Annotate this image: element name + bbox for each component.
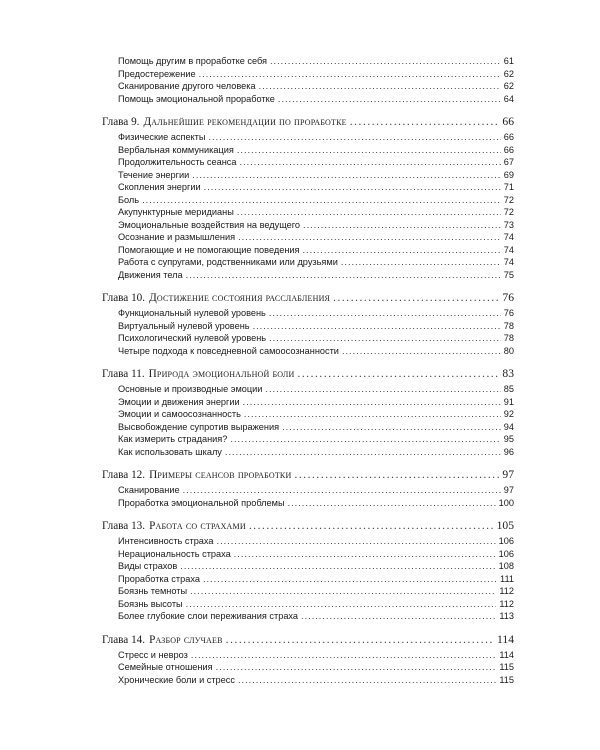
toc-entry-page: 71: [503, 182, 514, 192]
toc-entry: [102, 231, 514, 244]
toc-entry: [102, 131, 514, 144]
toc-entry-page: 115: [499, 674, 514, 685]
toc-entry: [102, 674, 514, 687]
chapter-label: Глава 9.: [102, 116, 140, 128]
toc-entry-page: 72: [503, 194, 514, 205]
toc-entry-page: 72: [503, 207, 514, 217]
toc-entry: [102, 332, 514, 345]
toc-entry: [102, 80, 514, 93]
chapter-page: 66: [502, 115, 514, 128]
dot-leader: [209, 131, 501, 144]
dot-leader: [190, 585, 496, 598]
toc-chapter-12: [102, 467, 514, 509]
toc-entry-title: Функциональный нулевой уровень: [118, 308, 266, 318]
dot-leader: [240, 156, 501, 169]
toc-entry: [102, 93, 514, 106]
toc-entry: [102, 598, 514, 611]
dot-leader: [186, 269, 501, 282]
chapter-page: 105: [496, 519, 514, 532]
dot-leader: [259, 80, 501, 93]
toc-entry-title: Семейные отношения: [118, 662, 213, 672]
dot-leader: [288, 497, 496, 510]
dot-leader: [270, 55, 501, 68]
chapter-page: 83: [502, 367, 514, 380]
toc-entry: [102, 661, 514, 674]
dot-leader: [253, 320, 501, 333]
toc-entry-title: Четыре подхода к повседневной самоосознанности: [118, 345, 339, 356]
toc-entry-page: 94: [503, 421, 514, 432]
toc-entry-page: 66: [503, 144, 514, 155]
toc-intro-section: [102, 55, 514, 105]
toc-entry-page: 100: [498, 497, 514, 508]
dot-leader: [204, 181, 501, 194]
dot-leader: [199, 68, 501, 81]
toc-entry: [102, 219, 514, 232]
toc-entry-title: Как использовать шкалу: [118, 446, 222, 457]
toc-entry-title: Более глубокие слои переживания страха: [118, 611, 299, 621]
chapter-page: 114: [497, 632, 514, 646]
toc-chapter-heading: [102, 467, 514, 482]
toc-chapter-heading: [102, 114, 514, 129]
dot-leader: [341, 256, 501, 269]
toc-entry-page: 69: [503, 169, 514, 180]
toc-entry-page: 106: [498, 536, 514, 546]
toc-entry-page: 62: [503, 68, 514, 79]
toc-entry-page: 74: [503, 257, 514, 267]
toc-entry-page: 61: [503, 56, 514, 66]
toc-chapter-10: [102, 290, 514, 357]
toc-entry-page: 73: [503, 219, 514, 230]
toc-chapter-14: [102, 632, 514, 687]
toc-entry-page: 66: [503, 132, 514, 142]
dot-leader: [226, 633, 494, 648]
toc-entry: [102, 307, 514, 320]
toc-entry-page: 74: [503, 244, 514, 255]
toc-entry: [102, 244, 514, 257]
toc-entry-title: Основные и производные эмоции: [118, 384, 263, 394]
chapter-label: Глава 12.: [102, 469, 146, 481]
dot-leader: [297, 367, 499, 382]
toc-entry-title: Вербальная коммуникация: [118, 144, 234, 155]
toc-entry-title: Сканирование: [118, 485, 180, 495]
toc-entry: [102, 320, 514, 333]
toc-entry-title: Нерациональность страха: [118, 548, 231, 559]
toc-entry-title: Интенсивность страха: [118, 536, 214, 546]
toc-entry: [102, 649, 514, 662]
dot-leader: [265, 383, 500, 396]
toc-entry-title: Эмоции и самоосознанность: [118, 409, 241, 419]
toc-entry: [102, 484, 514, 497]
toc-entry: [102, 345, 514, 358]
toc-entry-title: Сканирование другого человека: [118, 81, 256, 91]
dot-leader: [186, 598, 497, 611]
dot-leader: [237, 206, 501, 219]
toc-entry: [102, 573, 514, 586]
toc-entry-title: Боязнь высоты: [118, 598, 183, 609]
toc-entry-page: 106: [498, 548, 514, 559]
toc-entry-page: 62: [503, 81, 514, 91]
toc-entry: [102, 408, 514, 421]
dot-leader: [244, 408, 501, 421]
toc-chapter-heading: [102, 632, 514, 647]
chapter-title: Разбор случаев: [149, 633, 223, 646]
toc-entry: [102, 194, 514, 207]
toc-entry-title: Работа с супругами, родственниками или друзьями: [118, 257, 338, 267]
dot-leader: [225, 446, 501, 459]
toc-entry-title: Хронические боли и стресс: [118, 674, 235, 685]
dot-leader: [142, 194, 501, 207]
chapter-title: Работа со страхами: [149, 520, 246, 532]
toc-entry-page: 64: [503, 93, 514, 104]
toc-chapter-heading: [102, 290, 514, 305]
dot-leader: [230, 433, 500, 446]
toc-entry-page: 96: [503, 446, 514, 457]
toc-entry: [102, 535, 514, 548]
dot-leader: [303, 244, 501, 257]
dot-leader: [294, 468, 499, 483]
toc-entry-page: 80: [503, 345, 514, 356]
dot-leader: [238, 674, 496, 687]
toc-entry: [102, 156, 514, 169]
toc-entry-title: Предостережение: [118, 68, 196, 79]
toc-entry: [102, 396, 514, 409]
toc-entry-title: Скопления энергии: [118, 182, 201, 192]
chapter-page: 76: [502, 291, 514, 304]
dot-leader: [183, 484, 501, 497]
dot-leader: [234, 548, 496, 561]
toc-entry: [102, 446, 514, 459]
toc-entry-page: 114: [499, 649, 514, 660]
toc-entry: [102, 421, 514, 434]
toc-entry-title: Виртуальный нулевой уровень: [118, 320, 250, 331]
dot-leader: [342, 345, 501, 358]
chapter-page: 97: [502, 468, 514, 481]
toc-entry: [102, 548, 514, 561]
dot-leader: [192, 169, 501, 182]
toc-entry-title: Движения тела: [118, 269, 183, 280]
toc-entry-title: Эмоциональные воздействия на ведущего: [118, 219, 301, 230]
toc-entry-title: Помощь эмоциональной проработке: [118, 93, 275, 104]
toc-entry: [102, 497, 514, 510]
toc-entry-title: Помощь другим в проработке себя: [118, 56, 267, 66]
dot-leader: [191, 649, 496, 662]
chapter-label: Глава 13.: [102, 520, 146, 532]
toc-entry-page: 111: [500, 573, 514, 584]
dot-leader: [243, 396, 501, 409]
toc-chapter-13: [102, 518, 514, 623]
toc-entry: [102, 269, 514, 282]
dot-leader: [217, 535, 496, 548]
chapter-title: Достижение состояния расслабления: [149, 292, 331, 304]
toc-entry-title: Продолжительность сеанса: [118, 157, 237, 167]
chapter-title: Природа эмоциональной боли: [148, 368, 295, 380]
dot-leader: [282, 421, 501, 434]
toc-entry: [102, 206, 514, 219]
toc-entry-page: 112: [499, 598, 514, 609]
toc-entry-page: 97: [503, 485, 514, 495]
toc-entry-title: Боязнь темноты: [118, 586, 188, 596]
toc-entry-title: Течение энергии: [118, 169, 190, 180]
dot-leader: [180, 560, 495, 573]
toc-entry-page: 113: [499, 611, 514, 621]
toc-entry-page: 78: [503, 320, 514, 331]
toc-entry-page: 108: [498, 561, 514, 571]
toc-entry: [102, 383, 514, 396]
toc-entry-title: Помогающие и не помогающие поведения: [118, 244, 300, 255]
toc-chapter-heading: [102, 518, 514, 533]
toc-chapter-heading: [102, 366, 514, 381]
toc-entry: [102, 181, 514, 194]
dot-leader: [203, 573, 497, 586]
toc-entry-page: 115: [499, 662, 514, 672]
dot-leader: [333, 291, 499, 306]
toc-entry-title: Физические аспекты: [118, 132, 206, 142]
toc-entry-title: Эмоции и движения энергии: [118, 396, 240, 407]
toc-entry-title: Акупунктурные меридианы: [118, 207, 234, 217]
toc-entry-page: 85: [503, 384, 514, 394]
toc-entry: [102, 585, 514, 598]
toc-entry: [102, 433, 514, 446]
toc-entry-title: Стресс и невроз: [118, 649, 188, 660]
dot-leader: [350, 115, 500, 130]
toc-entry: [102, 169, 514, 182]
dot-leader: [301, 610, 496, 623]
chapter-title: Примеры сеансов проработки: [149, 469, 292, 481]
toc-entry-page: 92: [503, 409, 514, 419]
dot-leader: [269, 332, 501, 345]
toc-chapter-9: [102, 114, 514, 281]
toc-entry-title: Проработка эмоциональной проблемы: [118, 497, 285, 508]
toc-entry-page: 75: [503, 269, 514, 280]
chapter-label: Глава 11.: [102, 368, 145, 380]
toc-entry: [102, 144, 514, 157]
toc-entry: [102, 256, 514, 269]
toc-entry-title: Высвобождение супротив выражения: [118, 421, 280, 432]
dot-leader: [303, 219, 501, 232]
toc-entry: [102, 68, 514, 81]
toc-entry-title: Проработка страха: [118, 573, 200, 584]
toc-entry-title: Психологический нулевой уровень: [118, 333, 267, 343]
toc-entry-page: 91: [503, 396, 514, 407]
toc-entry: [102, 55, 514, 68]
chapter-label: Глава 10.: [102, 292, 146, 304]
toc-entry-title: Осознание и размышления: [118, 232, 236, 242]
dot-leader: [269, 307, 501, 320]
table-of-contents: [102, 55, 514, 686]
toc-entry-page: 112: [499, 586, 514, 596]
dot-leader: [278, 93, 501, 106]
toc-entry-page: 74: [503, 232, 514, 242]
toc-entry-page: 76: [503, 308, 514, 318]
dot-leader: [216, 661, 497, 674]
toc-entry-page: 78: [503, 333, 514, 343]
dot-leader: [249, 519, 494, 534]
chapter-label: Глава 14.: [102, 633, 146, 646]
dot-leader: [237, 144, 501, 157]
toc-entry-title: Виды страхов: [118, 561, 178, 571]
toc-entry-title: Боль: [118, 194, 140, 205]
toc-chapter-11: [102, 366, 514, 458]
toc-entry-title: Как измерить страдания?: [118, 434, 228, 444]
toc-entry: [102, 610, 514, 623]
chapter-title: Дальнейшие рекомендации по проработке: [143, 116, 347, 128]
dot-leader: [238, 231, 501, 244]
toc-entry: [102, 560, 514, 573]
toc-entry-page: 95: [503, 434, 514, 444]
toc-entry-page: 67: [503, 157, 514, 167]
